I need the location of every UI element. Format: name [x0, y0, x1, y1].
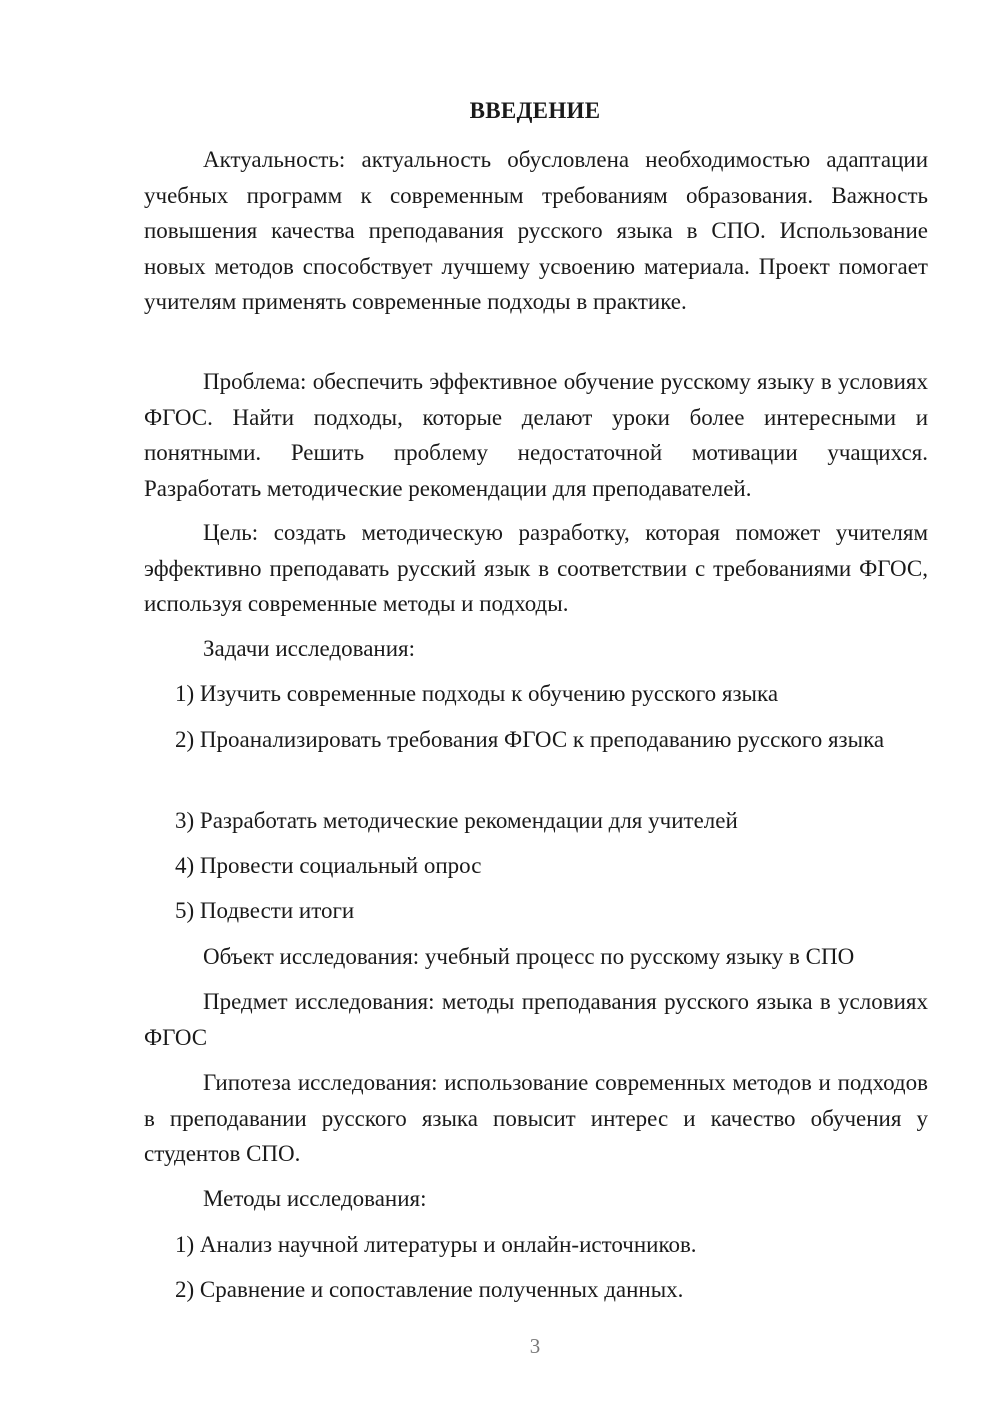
- tasks-heading: Задачи исследования:: [203, 636, 416, 661]
- paragraph-subject: Предмет исследования: методы преподавания русского языка в условиях ФГОС: [144, 989, 928, 1050]
- paragraph-object: Объект исследования: учебный процесс по русскому языку в СПО: [203, 944, 855, 969]
- task-item: 4) Провести социальный опрос: [175, 853, 482, 878]
- paragraph-hypothesis: Гипотеза исследования: использование современных методов и подходов в преподавании русского языка повысит интерес и качество обучения у студентов СПО.: [144, 1070, 928, 1166]
- task-item: 2) Проанализировать требования ФГОС к преподаванию русского языка: [175, 727, 885, 752]
- task-item: 3) Разработать методические рекомендации для учителей: [175, 808, 738, 833]
- methods-heading: Методы исследования:: [203, 1186, 427, 1211]
- paragraph-relevance: Актуальность: актуальность обусловлена необходимостью адаптации учебных программ к современным требованиям образования. Важность повышения качества преподавания русского языка в СПО. Использование новых методов способствует лучшему усвоению материала. Проект помогает учителям применять современные подходы в практике.: [144, 147, 928, 314]
- method-item: 2) Сравнение и сопоставление полученных данных.: [175, 1277, 684, 1302]
- section-title: ВВЕДЕНИЕ: [469, 98, 601, 123]
- paragraph-goal: Цель: создать методическую разработку, которая поможет учителям эффективно преподавать русский язык в соответствии с требованиями ФГОС, используя современные методы и подходы.: [144, 520, 928, 616]
- task-item: 5) Подвести итоги: [175, 898, 355, 923]
- page-number: 3: [529, 1334, 541, 1358]
- method-item: 1) Анализ научной литературы и онлайн-источников.: [175, 1232, 697, 1257]
- task-item: 1) Изучить современные подходы к обучению русского языка: [175, 681, 779, 706]
- paragraph-problem: Проблема: обеспечить эффективное обучение русскому языку в условиях ФГОС. Найти подходы, которые делают уроки более интересными и понятными. Решить проблему недостаточной мотивации учащихся. Разработать методические рекомендации для преподавателей.: [144, 369, 928, 501]
